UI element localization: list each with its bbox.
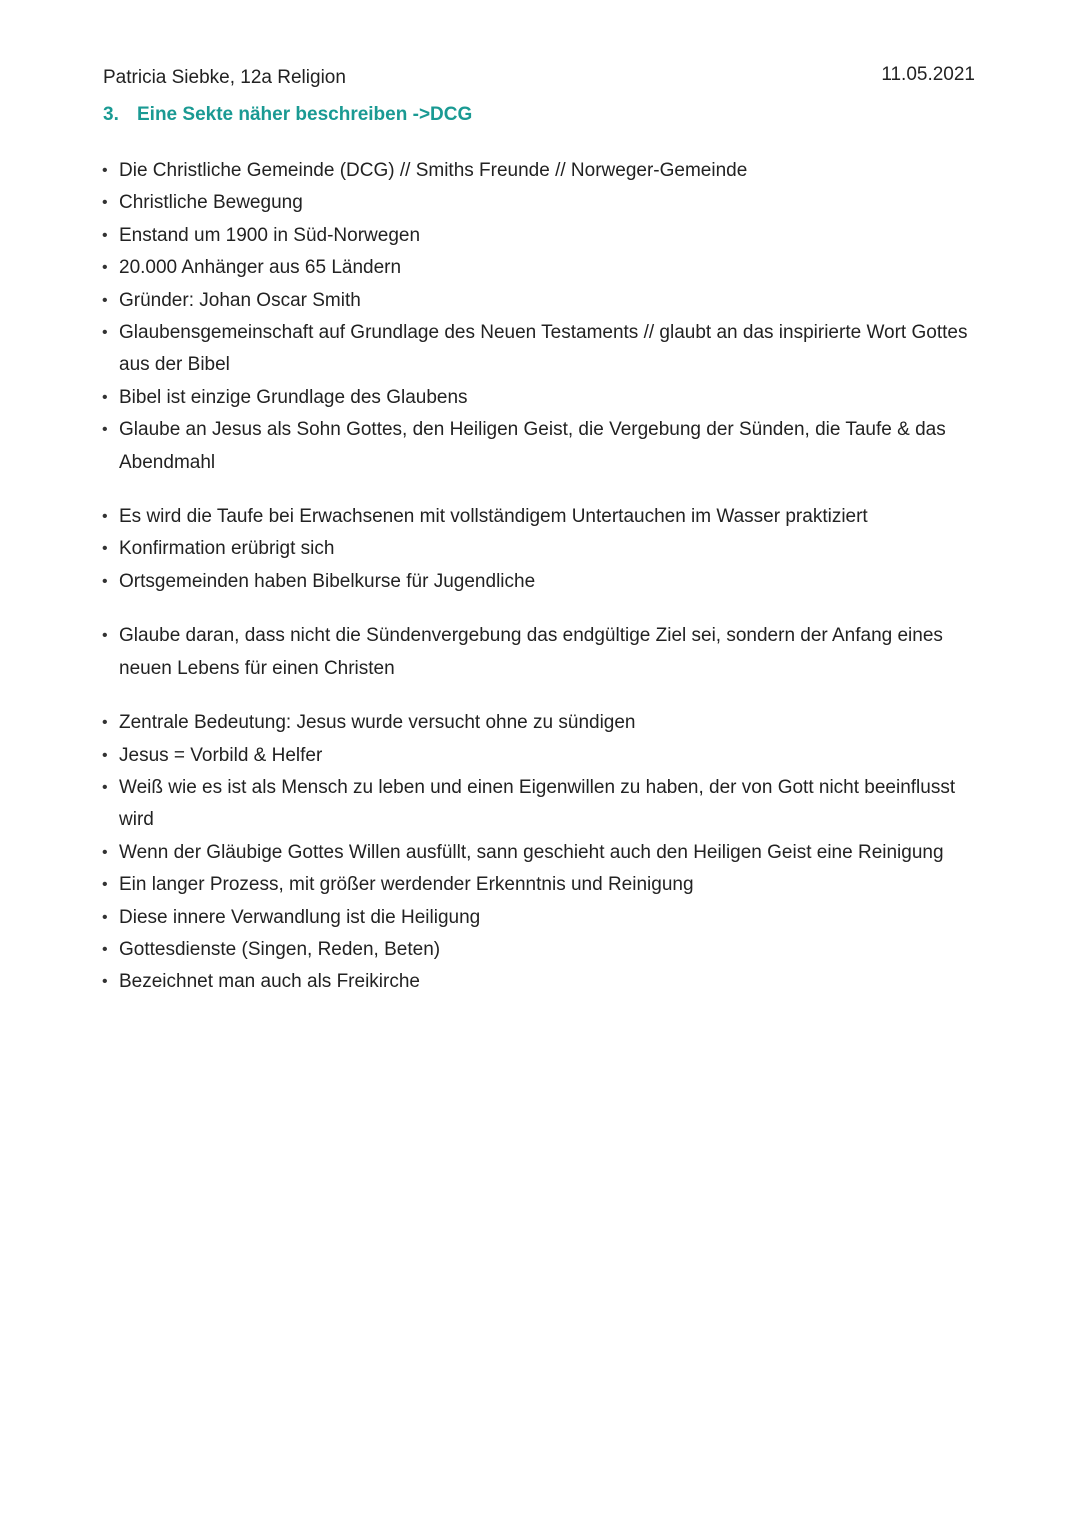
list-item-text: Ein langer Prozess, mit größer werdender Erkenntnis und Reinigung	[119, 874, 694, 896]
bullet-group-3	[101, 620, 971, 685]
bullet-icon: •	[102, 540, 108, 558]
section-title: Eine Sekte näher beschreiben ->DCG	[137, 104, 473, 125]
section-heading	[103, 103, 472, 127]
bullet-icon: •	[102, 714, 108, 732]
list-item	[101, 155, 971, 187]
bullet-icon: •	[102, 940, 108, 958]
list-item-text: Die Christliche Gemeinde (DCG) // Smiths Freunde // Norweger-Gemeinde	[119, 160, 748, 181]
list-item	[101, 620, 971, 685]
list-item	[101, 740, 971, 772]
list-item-text: Bezeichnet man auch als Freikirche	[119, 971, 420, 993]
bullet-icon: •	[102, 421, 108, 439]
bullet-icon: •	[102, 291, 108, 309]
bullet-icon: •	[102, 746, 108, 764]
bullet-icon: •	[102, 908, 108, 926]
list-item-text: Zentrale Bedeutung: Jesus wurde versucht ohne zu sündigen	[119, 712, 636, 734]
list-item	[101, 902, 971, 934]
bullet-icon: •	[102, 162, 108, 179]
section-number: 3.	[103, 104, 119, 125]
bullet-icon: •	[102, 324, 108, 342]
list-item-text: Ortsgemeinden haben Bibelkurse für Jugendliche	[119, 570, 536, 592]
list-item	[101, 252, 971, 284]
bullet-icon: •	[102, 778, 108, 796]
bullet-icon: •	[102, 973, 108, 991]
bullet-icon: •	[102, 194, 108, 212]
list-item-text: Christliche Bewegung	[119, 192, 303, 214]
bullet-group-2	[101, 501, 971, 598]
list-item	[101, 707, 971, 739]
list-item-text: Jesus = Vorbild & Helfer	[119, 744, 323, 766]
list-item	[101, 869, 971, 901]
list-item-text: Glaube an Jesus als Sohn Gottes, den Heiligen Geist, die Vergebung der Sünden, die Taufe & das Abendmahl	[119, 419, 946, 473]
list-item	[101, 285, 971, 317]
list-item	[101, 772, 971, 837]
bullet-content	[101, 155, 971, 1021]
list-item-text: Weiß wie es ist als Mensch zu leben und einen Eigenwillen zu haben, der von Gott nicht beeinflusst wird	[119, 776, 956, 831]
list-item	[101, 187, 971, 219]
bullet-group-1	[101, 155, 971, 479]
list-item-text: Diese innere Verwandlung ist die Heiligung	[119, 906, 481, 928]
list-item-text: Enstand um 1900 in Süd-Norwegen	[119, 224, 421, 246]
list-item-text: Glaubensgemeinschaft auf Grundlage des Neuen Testaments // glaubt an das inspirierte Wort Gottes aus der Bibel	[119, 322, 968, 376]
list-item-text: Wenn der Gläubige Gottes Willen ausfüllt, sann geschieht auch den Heiligen Geist eine Reinigung	[119, 841, 944, 863]
list-item	[101, 220, 971, 252]
bullet-icon: •	[102, 876, 108, 894]
list-item	[101, 414, 971, 479]
list-item-text: Es wird die Taufe bei Erwachsenen mit vollständigem Untertauchen im Wasser praktiziert	[119, 506, 868, 528]
list-item	[101, 934, 971, 966]
list-item	[101, 317, 971, 382]
bullet-icon: •	[102, 627, 108, 645]
list-item-text: 20.000 Anhänger aus 65 Ländern	[119, 257, 402, 279]
bullet-icon: •	[102, 508, 108, 526]
list-item-text: Glaube daran, dass nicht die Sündenvergebung das endgültige Ziel sei, sondern der Anfang eines neuen Lebens für einen Christen	[119, 625, 943, 679]
bullet-icon: •	[102, 388, 108, 406]
bullet-icon: •	[102, 843, 108, 861]
bullet-group-4	[101, 707, 971, 999]
list-item-text: Gottesdienste (Singen, Reden, Beten)	[119, 938, 441, 960]
list-item	[101, 566, 971, 598]
list-item-text: Gründer: Johan Oscar Smith	[119, 289, 361, 311]
author-line: Patricia Siebke, 12a Religion	[103, 67, 346, 88]
list-item	[101, 382, 971, 414]
list-item	[101, 837, 971, 869]
list-item-text: Bibel ist einzige Grundlage des Glaubens	[119, 386, 468, 408]
list-item	[101, 533, 971, 565]
bullet-icon: •	[102, 226, 108, 244]
list-item-text: Konfirmation erübrigt sich	[119, 538, 335, 560]
document-date: 11.05.2021	[881, 64, 975, 85]
list-item	[101, 966, 971, 998]
bullet-icon: •	[102, 259, 108, 277]
list-item	[101, 501, 971, 533]
bullet-icon: •	[102, 572, 108, 590]
